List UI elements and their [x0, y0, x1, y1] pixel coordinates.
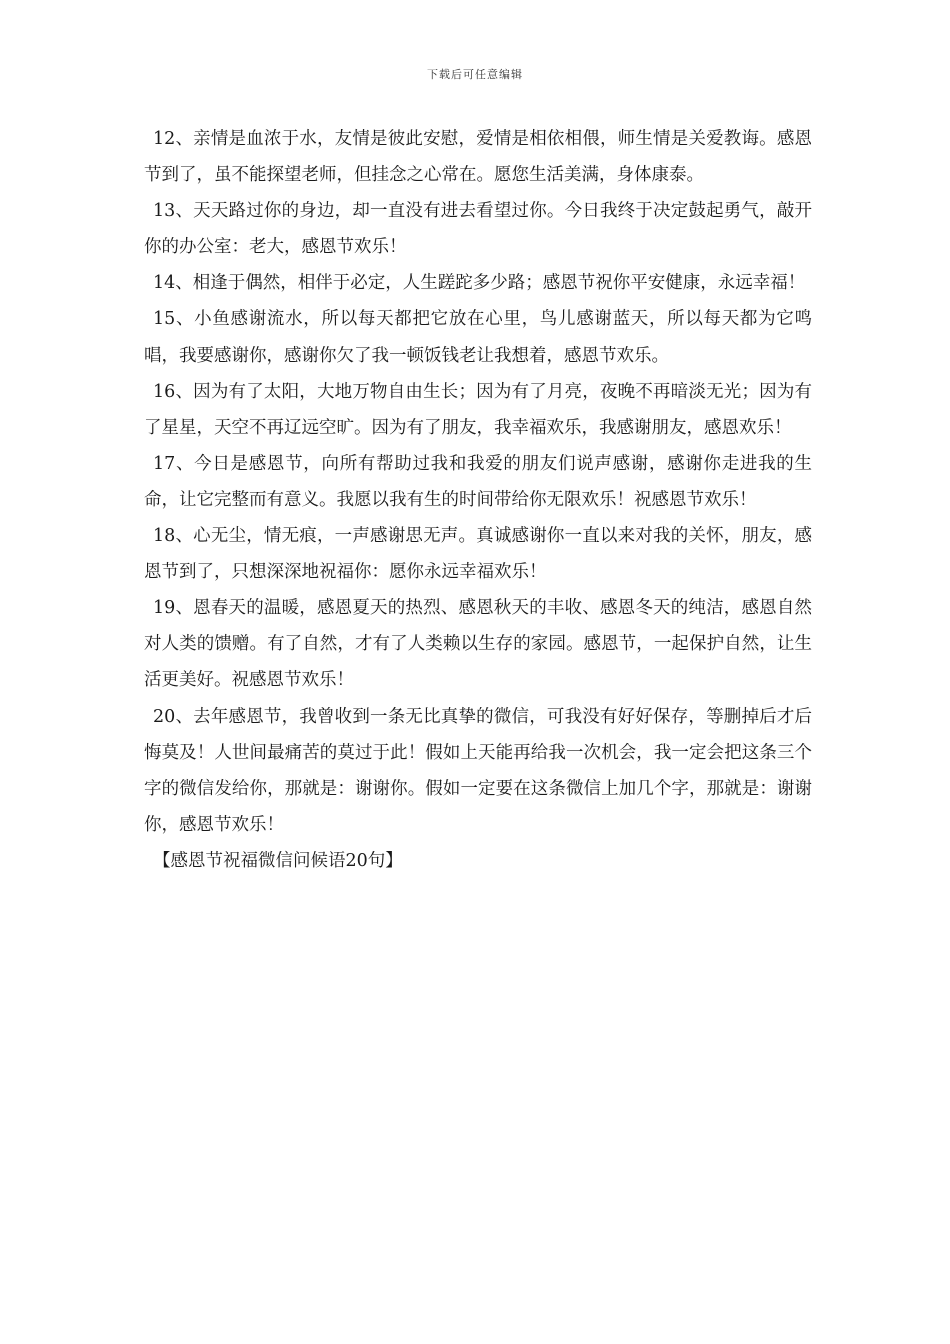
paragraph-19: 19、恩春天的温暖，感恩夏天的热烈、感恩秋天的丰收、感恩冬天的纯洁，感恩自然对人类的馈赠。有了自然，才有了人类赖以生存的家园。感恩节，一起保护自然，让生活更美好。祝感恩节欢乐！	[144, 598, 812, 691]
paragraph-15: 15、小鱼感谢流水，所以每天都把它放在心里，鸟儿感谢蓝天，所以每天都为它鸣唱，我要感谢你，感谢你欠了我一顿饭钱老让我想着，感恩节欢乐。	[144, 309, 812, 366]
paragraph-12: 12、亲情是血浓于水，友情是彼此安慰，爱情是相依相偎，师生情是关爱教诲。感恩节到了，虽不能探望老师，但挂念之心常在。愿您生活美满，身体康泰。	[144, 129, 812, 186]
paragraph-20: 20、去年感恩节，我曾收到一条无比真挚的微信，可我没有好好保存，等删掉后才后悔莫及！人世间最痛苦的莫过于此！假如上天能再给我一次机会，我一定会把这条三个字的微信发给你，那就是：谢谢你。假如一定要在这条微信上加几个字，那就是：谢谢你，感恩节欢乐！	[144, 706, 812, 835]
paragraph-16: 16、因为有了太阳，大地万物自由生长；因为有了月亮，夜晚不再暗淡无光；因为有了星星，天空不再辽远空旷。因为有了朋友，我幸福欢乐，我感谢朋友，感恩欢乐！	[144, 381, 812, 438]
paragraph-13: 13、天天路过你的身边，却一直没有进去看望过你。今日我终于决定鼓起勇气，敲开你的办公室：老大，感恩节欢乐！	[144, 201, 812, 258]
paragraph-18: 18、心无尘，情无痕，一声感谢思无声。真诚感谢你一直以来对我的关怀，朋友，感恩节到了，只想深深地祝福你：愿你永远幸福欢乐！	[144, 526, 812, 583]
section-heading: 【感恩节祝福微信问候语20句】	[153, 850, 403, 871]
paragraph-14: 14、相逢于偶然，相伴于必定，人生蹉跎多少路；感恩节祝你平安健康，永远幸福！	[153, 273, 806, 294]
document-body	[144, 121, 812, 879]
page-header-note: 下载后可任意编辑	[427, 68, 523, 81]
paragraph-17: 17、今日是感恩节，向所有帮助过我和我爱的朋友们说声感谢，感谢你走进我的生命，让它完整而有意义。我愿以我有生的时间带给你无限欢乐！祝感恩节欢乐！	[144, 453, 812, 510]
